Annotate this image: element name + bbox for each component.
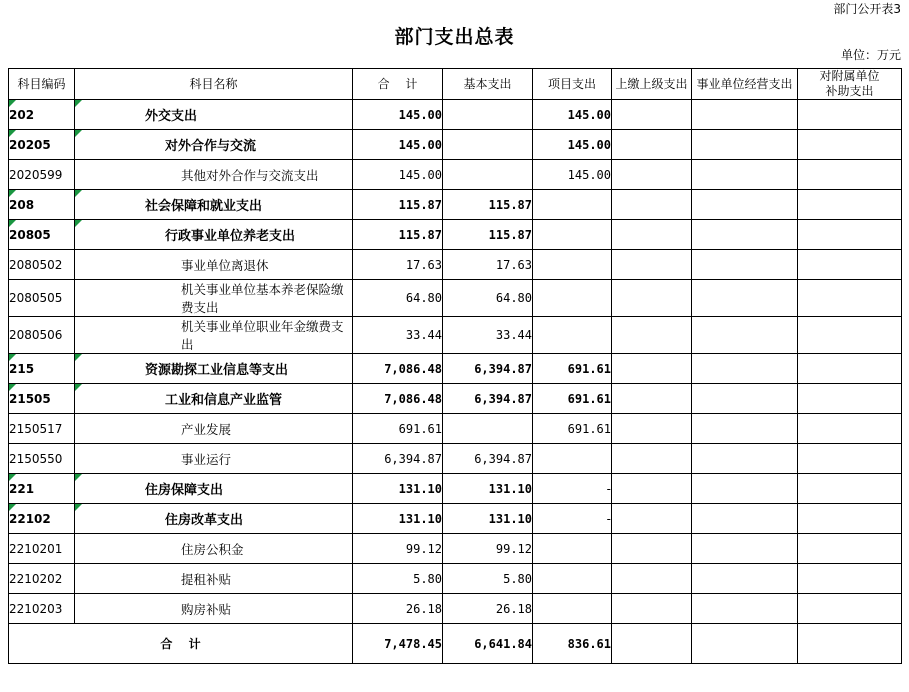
cell-subject-code [9,534,75,564]
cell-subject-name [75,504,353,534]
cell-operating-expenditure [692,280,798,317]
subject-name-text: 机关事业单位职业年金缴费支出 [181,319,344,352]
cell-upper-level-expenditure [612,354,692,384]
cell-operating-expenditure [692,220,798,250]
column-header-upper: 上缴上级支出 [612,69,692,100]
table-body [9,100,902,664]
cell-attached-unit-subsidy [798,474,902,504]
table-row [9,250,902,280]
table-row [9,190,902,220]
cell-upper-level-expenditure [612,160,692,190]
table-row [9,414,902,444]
cell-operating-expenditure [692,504,798,534]
cell-subject-name [75,280,353,317]
cell-operating-expenditure [692,190,798,220]
cell-subject-name [75,534,353,564]
table-row [9,504,902,534]
cell-subject-code [9,190,75,220]
subject-name-text: 购房补贴 [181,601,232,617]
cell-upper-level-expenditure [612,130,692,160]
cell-attached-unit-subsidy [798,564,902,594]
cell-upper-level-expenditure [612,384,692,414]
cell-basic-expenditure [443,414,533,444]
cell-operating-expenditure [692,250,798,280]
column-header-attached-line1: 对附属单位 [819,69,880,83]
cell-project-expenditure [533,190,612,220]
cell-basic-expenditure: 26.18 [443,594,533,624]
cell-subject-code [9,354,75,384]
cell-subject-name [75,160,353,190]
subject-code-text: 2080505 [9,291,63,305]
cell-subject-code [9,474,75,504]
cell-project-expenditure: 145.00 [533,130,612,160]
cell-total: 5.80 [353,564,443,594]
total-cell-basic: 6,641.84 [443,624,533,664]
cell-upper-level-expenditure [612,100,692,130]
cell-project-expenditure [533,534,612,564]
cell-project-expenditure: 145.00 [533,100,612,130]
cell-subject-name [75,564,353,594]
table-row [9,444,902,474]
cell-project-expenditure [533,444,612,474]
cell-basic-expenditure: 5.80 [443,564,533,594]
cell-basic-expenditure: 99.12 [443,534,533,564]
subject-name-text: 社会保障和就业支出 [145,199,263,214]
cell-operating-expenditure [692,384,798,414]
cell-total: 145.00 [353,130,443,160]
table-row [9,564,902,594]
cell-basic-expenditure: 131.10 [443,504,533,534]
page-title: 部门支出总表 [394,26,515,48]
expenditure-summary-table [8,68,902,664]
cell-upper-level-expenditure [612,220,692,250]
cell-upper-level-expenditure [612,534,692,564]
cell-subject-name [75,444,353,474]
table-row [9,160,902,190]
cell-project-expenditure [533,280,612,317]
cell-subject-name [75,190,353,220]
cell-basic-expenditure: 33.44 [443,317,533,354]
cell-upper-level-expenditure [612,280,692,317]
cell-operating-expenditure [692,160,798,190]
cell-subject-code [9,414,75,444]
cell-upper-level-expenditure [612,414,692,444]
total-cell-project: 836.61 [533,624,612,664]
cell-project-expenditure: - [533,504,612,534]
cell-attached-unit-subsidy [798,354,902,384]
cell-project-expenditure: - [533,474,612,504]
table-row [9,317,902,354]
cell-basic-expenditure [443,130,533,160]
cell-attached-unit-subsidy [798,317,902,354]
cell-attached-unit-subsidy [798,220,902,250]
cell-attached-unit-subsidy [798,594,902,624]
cell-marker-icon [9,130,16,137]
cell-subject-name [75,317,353,354]
cell-attached-unit-subsidy [798,160,902,190]
cell-marker-icon [75,354,82,361]
cell-operating-expenditure [692,594,798,624]
cell-marker-icon [75,220,82,227]
table-row [9,534,902,564]
cell-upper-level-expenditure [612,317,692,354]
cell-subject-code [9,160,75,190]
cell-basic-expenditure: 131.10 [443,474,533,504]
cell-attached-unit-subsidy [798,504,902,534]
total-cell-operating [692,624,798,664]
cell-subject-code [9,220,75,250]
table-row [9,280,902,317]
cell-total: 115.87 [353,190,443,220]
subject-code-text: 20805 [9,227,51,242]
subject-code-text: 202 [9,107,35,122]
table-row [9,100,902,130]
cell-subject-code [9,130,75,160]
cell-total: 64.80 [353,280,443,317]
cell-subject-name [75,354,353,384]
cell-basic-expenditure [443,100,533,130]
cell-subject-name [75,100,353,130]
cell-marker-icon [9,504,16,511]
cell-attached-unit-subsidy [798,444,902,474]
cell-project-expenditure: 691.61 [533,414,612,444]
subject-code-text: 2020599 [9,167,63,182]
cell-attached-unit-subsidy [798,190,902,220]
subject-code-text: 2080502 [9,257,63,272]
cell-total: 7,086.48 [353,354,443,384]
cell-operating-expenditure [692,317,798,354]
subject-name-text: 住房公积金 [181,541,244,557]
subject-name-text: 外交支出 [145,109,198,124]
cell-total: 26.18 [353,594,443,624]
subject-name-text: 其他对外合作与交流支出 [181,167,319,183]
column-header-attached-line2: 补助支出 [825,84,874,98]
subject-code-text: 215 [9,361,35,376]
cell-basic-expenditure: 64.80 [443,280,533,317]
cell-marker-icon [75,100,82,107]
cell-marker-icon [9,384,16,391]
cell-marker-icon [9,354,16,361]
cell-attached-unit-subsidy [798,100,902,130]
cell-operating-expenditure [692,444,798,474]
cell-upper-level-expenditure [612,250,692,280]
cell-project-expenditure [533,250,612,280]
cell-operating-expenditure [692,130,798,160]
subject-name-text: 机关事业单位基本养老保险缴费支出 [181,282,344,315]
cell-basic-expenditure: 6,394.87 [443,384,533,414]
cell-project-expenditure [533,220,612,250]
table-header-row [9,69,902,100]
cell-subject-name [75,250,353,280]
cell-operating-expenditure [692,354,798,384]
cell-marker-icon [75,190,82,197]
subject-code-text: 2210203 [9,601,63,616]
cell-total: 99.12 [353,534,443,564]
cell-project-expenditure: 145.00 [533,160,612,190]
cell-subject-code [9,250,75,280]
cell-attached-unit-subsidy [798,250,902,280]
cell-subject-code [9,100,75,130]
total-cell-attached [798,624,902,664]
subject-name-text: 工业和信息产业监管 [165,393,283,408]
cell-project-expenditure [533,564,612,594]
subject-name-text: 行政事业单位养老支出 [165,229,296,244]
cell-attached-unit-subsidy [798,534,902,564]
cell-attached-unit-subsidy [798,280,902,317]
cell-subject-code [9,594,75,624]
subject-code-text: 2210202 [9,571,63,586]
form-number-label: 部门公开表3 [833,2,901,16]
cell-total: 17.63 [353,250,443,280]
cell-upper-level-expenditure [612,190,692,220]
table-row [9,354,902,384]
cell-basic-expenditure: 17.63 [443,250,533,280]
cell-basic-expenditure: 115.87 [443,190,533,220]
cell-marker-icon [9,100,16,107]
cell-attached-unit-subsidy [798,414,902,444]
cell-subject-code [9,280,75,317]
cell-total: 131.10 [353,504,443,534]
cell-subject-code [9,384,75,414]
cell-subject-name [75,130,353,160]
cell-subject-code [9,564,75,594]
subject-code-text: 22102 [9,511,51,526]
subject-code-text: 2150550 [9,451,63,466]
cell-basic-expenditure: 6,394.87 [443,354,533,384]
subject-code-text: 2150517 [9,421,63,436]
cell-operating-expenditure [692,414,798,444]
column-header-name: 科目名称 [75,69,353,100]
subject-name-text: 对外合作与交流 [165,139,257,154]
table-total-row [9,624,902,664]
cell-subject-name [75,474,353,504]
cell-subject-name [75,384,353,414]
column-header-basic: 基本支出 [443,69,533,100]
cell-upper-level-expenditure [612,444,692,474]
cell-upper-level-expenditure [612,594,692,624]
cell-total: 6,394.87 [353,444,443,474]
cell-total: 131.10 [353,474,443,504]
total-label: 合 计 [9,624,353,664]
subject-name-text: 产业发展 [181,421,232,437]
cell-total: 115.87 [353,220,443,250]
cell-project-expenditure [533,317,612,354]
cell-total: 7,086.48 [353,384,443,414]
cell-marker-icon [75,474,82,481]
cell-subject-name [75,594,353,624]
cell-marker-icon [9,220,16,227]
subject-code-text: 2080506 [9,328,63,342]
column-header-operating: 事业单位经营支出 [692,69,798,100]
cell-operating-expenditure [692,564,798,594]
cell-total: 691.61 [353,414,443,444]
cell-project-expenditure [533,594,612,624]
cell-total: 33.44 [353,317,443,354]
cell-upper-level-expenditure [612,474,692,504]
cell-operating-expenditure [692,534,798,564]
total-cell-upper [612,624,692,664]
cell-marker-icon [75,504,82,511]
cell-basic-expenditure: 6,394.87 [443,444,533,474]
cell-upper-level-expenditure [612,504,692,534]
column-header-attached [798,69,902,100]
cell-basic-expenditure: 115.87 [443,220,533,250]
subject-code-text: 20205 [9,137,51,152]
subject-code-text: 221 [9,481,35,496]
subject-code-text: 2210201 [9,541,63,556]
cell-subject-name [75,414,353,444]
subject-name-text: 资源勘探工业信息等支出 [145,363,289,378]
cell-operating-expenditure [692,474,798,504]
total-cell-total: 7,478.45 [353,624,443,664]
cell-upper-level-expenditure [612,564,692,594]
subject-name-text: 住房改革支出 [165,513,244,528]
subject-name-text: 事业运行 [181,451,232,467]
column-header-project: 项目支出 [533,69,612,100]
cell-attached-unit-subsidy [798,384,902,414]
cell-attached-unit-subsidy [798,130,902,160]
table-row [9,594,902,624]
cell-basic-expenditure [443,160,533,190]
cell-subject-name [75,220,353,250]
cell-total: 145.00 [353,160,443,190]
table-row [9,130,902,160]
unit-label: 单位：万元 [840,48,901,62]
cell-total: 145.00 [353,100,443,130]
table-row [9,474,902,504]
cell-project-expenditure: 691.61 [533,354,612,384]
cell-subject-code [9,504,75,534]
table-row [9,384,902,414]
subject-name-text: 提租补贴 [181,571,232,587]
cell-operating-expenditure [692,100,798,130]
table-header [9,69,902,100]
subject-code-text: 21505 [9,391,51,406]
table-row [9,220,902,250]
subject-code-text: 208 [9,197,35,212]
column-header-total: 合 计 [353,69,443,100]
cell-subject-code [9,317,75,354]
subject-name-text: 事业单位离退休 [181,257,269,273]
cell-marker-icon [9,474,16,481]
cell-subject-code [9,444,75,474]
column-header-code: 科目编码 [9,69,75,100]
cell-project-expenditure: 691.61 [533,384,612,414]
cell-marker-icon [75,130,82,137]
cell-marker-icon [9,190,16,197]
subject-name-text: 住房保障支出 [145,483,224,498]
cell-marker-icon [75,384,82,391]
